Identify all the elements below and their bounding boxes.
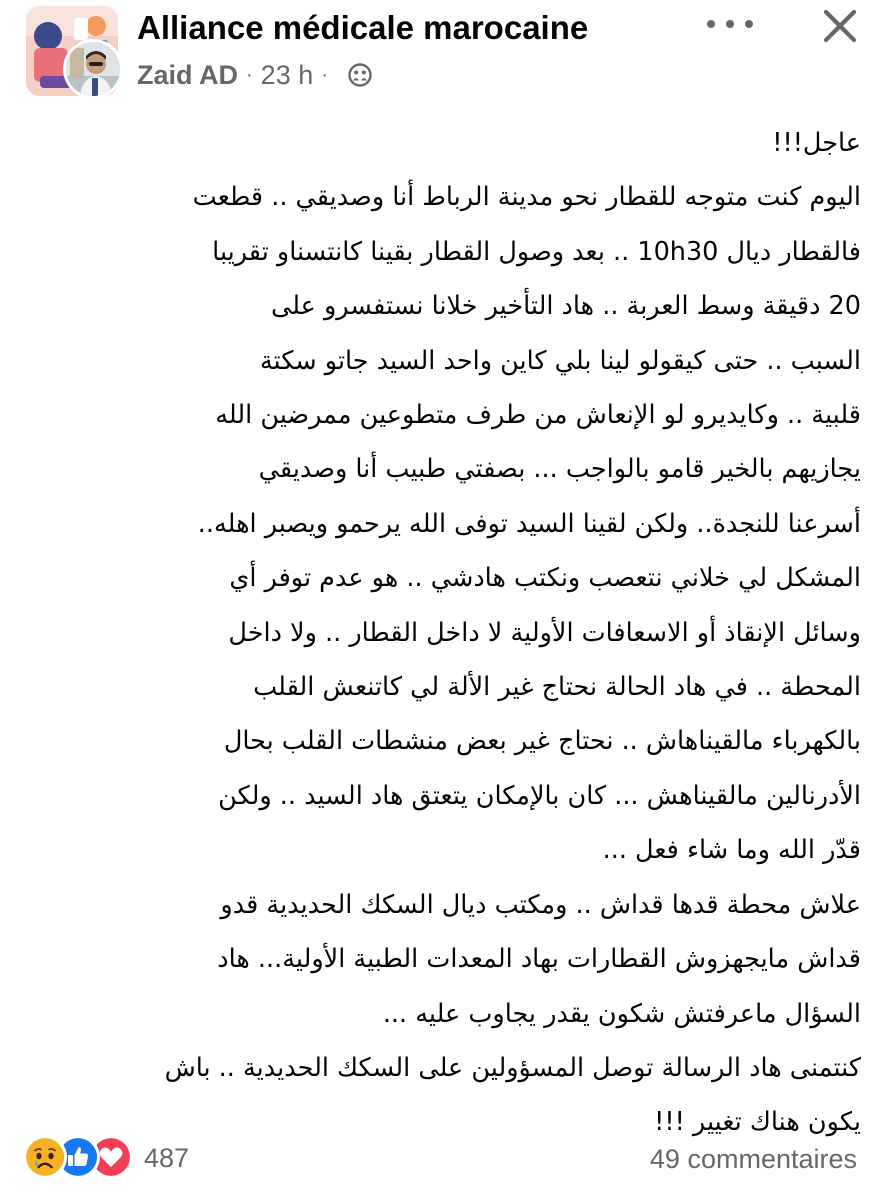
more-dot bbox=[745, 20, 753, 28]
meta-separator: · bbox=[321, 63, 328, 86]
post-text-line: اليوم كنت متوجه للقطار نحو مدينة الرباط أنا وصديقي .. قطعت bbox=[192, 182, 861, 213]
post-text-line: 20 دقيقة وسط العربة .. هاد التأخير خلانا نستفسرو على bbox=[270, 291, 861, 322]
author-name[interactable]: Zaid AD bbox=[137, 59, 238, 90]
post-text-line: يجازيهم بالخير قامو بالواجب ... بصفتي طبيب أنا وصديقي bbox=[258, 454, 861, 485]
more-dot bbox=[726, 20, 734, 28]
post-text-line: وسائل الإنقاذ أو الاسعافات الأولية لا داخل القطار .. ولا داخل bbox=[228, 617, 861, 648]
user-avatar[interactable] bbox=[66, 42, 120, 96]
post-text-line: يكون هناك تغيير !!! bbox=[654, 1107, 861, 1138]
more-options-button[interactable] bbox=[707, 14, 753, 34]
post-text-line: قدّر الله وما شاء فعل ... bbox=[602, 835, 861, 866]
members-globe-icon[interactable] bbox=[348, 63, 372, 87]
reactions-summary[interactable] bbox=[26, 1138, 189, 1178]
post-text-line: كنتمنى هاد الرسالة توصل المسؤولين على السكك الحديدية .. باش bbox=[164, 1052, 861, 1083]
close-icon[interactable] bbox=[818, 4, 862, 48]
post-text-line: بالكهرباء مالقيناهاش .. نحتاج غير بعض منشطات القلب بحال bbox=[223, 726, 861, 757]
post-text-line: المحطة .. في هاد الحالة نحتاج غير الألة لي كاتنعش القلب bbox=[253, 672, 861, 703]
sad-reaction-icon bbox=[26, 1138, 64, 1176]
post-header bbox=[0, 0, 885, 110]
like-reaction-icon bbox=[59, 1138, 97, 1176]
post-text-line: قلبية .. وكايديرو لو الإنعاش من طرف متطوعين ممرضين الله bbox=[215, 400, 861, 431]
reaction-count[interactable]: 487 bbox=[144, 1142, 190, 1173]
more-dot bbox=[707, 20, 715, 28]
post-text-line: الأدرنالين مالقيناهش ... كان بالإمكان يتعتق هاد السيد .. ولكن bbox=[218, 780, 861, 811]
post-footer bbox=[0, 1130, 885, 1186]
reaction-icons bbox=[26, 1138, 136, 1178]
post-text-line: قداش مايجهزوش القطارات بهاد المعدات الطبية الأولية... هاد bbox=[217, 944, 861, 975]
post-text-line: السبب .. حتى كيقولو لينا بلي كاين واحد السيد جاتو سكتة bbox=[259, 345, 861, 376]
post-text-line: السؤال ماعرفتش شكون يقدر يجاوب عليه ... bbox=[382, 998, 861, 1029]
post-text-line: فالقطار ديال 10h30 .. بعد وصول القطار بقينا كانتسناو تقريبا bbox=[212, 236, 861, 267]
post-text-line: علاش محطة قدها قداش .. ومكتب ديال السكك الحديدية قدو bbox=[220, 889, 861, 920]
post-text-line: عاجل!!! bbox=[772, 128, 861, 158]
post-text-line: المشكل لي خلاني نتعصب ونكتب هادشي .. هو عدم توفر أي bbox=[229, 563, 861, 594]
user-avatar-photo bbox=[66, 42, 120, 96]
love-reaction-icon bbox=[92, 1138, 130, 1176]
meta-separator: · bbox=[246, 63, 253, 86]
post-meta bbox=[137, 58, 372, 92]
comments-count-link[interactable]: 49 commentaires bbox=[649, 1144, 857, 1174]
post-text-line: أسرعنا للنجدة.. ولكن لقينا السيد توفى الله يرحمو ويصبر اهله.. bbox=[197, 508, 861, 539]
group-name[interactable]: Alliance médicale marocaine bbox=[137, 9, 589, 46]
post-text bbox=[16, 116, 861, 1150]
post-time[interactable]: 23 h bbox=[260, 59, 314, 90]
